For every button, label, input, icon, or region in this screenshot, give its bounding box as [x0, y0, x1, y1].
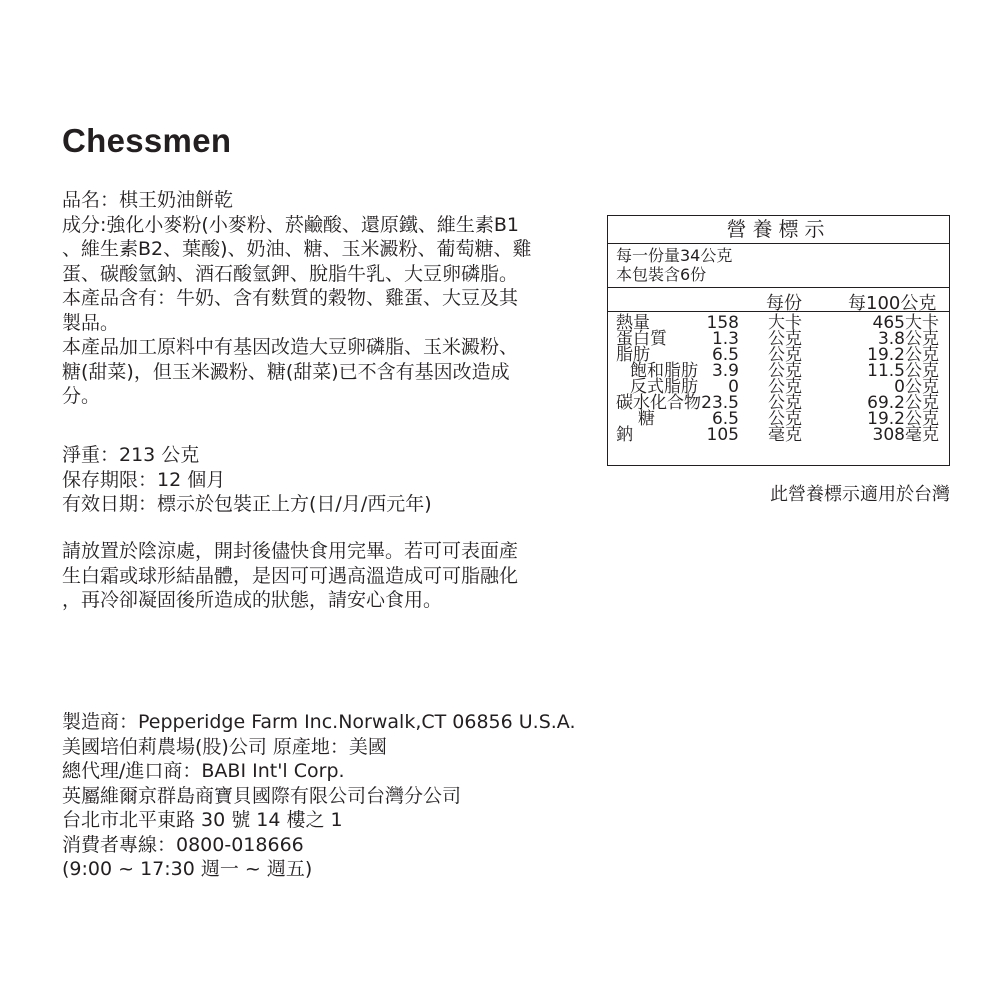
per-serving-value: 1.3 — [711, 329, 739, 349]
nutrition-title: 營養標示 — [608, 216, 949, 244]
per-serving-value: 105 — [706, 425, 739, 445]
product-info-block — [62, 188, 602, 409]
manufacturer-line: 英屬維爾京群島商寶貝國際有限公司台灣分公司 — [62, 784, 462, 807]
nutrition-header-row — [608, 288, 949, 312]
info-line: 蛋、碳酸氫鈉、酒石酸氫鉀、脫脂牛乳、大豆卵磷脂。 — [62, 262, 519, 285]
nutrient-name: 熱量 — [616, 313, 650, 333]
spec-line: 有效日期：標示於包裝正上方(日/月/西元年) — [62, 493, 432, 515]
per-serving-unit: 公克 — [768, 409, 802, 429]
per-100g-unit: 公克 — [905, 345, 939, 365]
per-100g-unit: 毫克 — [905, 425, 939, 445]
per-100g-unit: 大卡 — [905, 313, 939, 333]
per-serving-value: 6.5 — [711, 409, 739, 429]
per-100g-value: 3.8 — [877, 329, 905, 349]
per-100g-value: 69.2 — [867, 393, 905, 413]
nutrition-note: 此營養標示適用於台灣 — [770, 484, 950, 505]
product-title: Chessmen — [62, 122, 232, 159]
manufacturer-line: 製造商：Pepperidge Farm Inc.Norwalk,CT 06856 U.S.A. — [62, 711, 576, 733]
per-serving-unit: 公克 — [768, 361, 802, 381]
storage-line: 生白霜或球形結晶體，是因可可遇高溫造成可可脂融化 — [62, 564, 519, 587]
spec-line: 淨重：213 公克 — [62, 444, 200, 466]
manufacturer-line: 美國培伯莉農場(股)公司 原產地：美國 — [62, 735, 387, 758]
per-100g-value: 19.2 — [867, 409, 905, 429]
info-line: 品名：棋王奶油餅乾 — [62, 189, 234, 211]
manufacturer-line: 消費者專線：0800-018666 — [62, 833, 304, 856]
manufacturer-line: 總代理/進口商：BABI Int'l Corp. — [62, 760, 345, 782]
per-serving-value: 6.5 — [711, 345, 739, 365]
per-100g-unit: 公克 — [905, 361, 939, 381]
per-serving-value: 3.9 — [711, 361, 739, 381]
nutrition-row — [608, 427, 949, 443]
storage-line: 請放置於陰涼處，開封後儘快食用完畢。若可可表面產 — [62, 540, 519, 562]
manufacturer-line: (9:00 ~ 17:30 週一 ~ 週五) — [62, 858, 313, 880]
nutrient-name: 飽和脂肪 — [630, 361, 698, 381]
info-line: 糖(甜菜)，但玉米澱粉、糖(甜菜)已不含有基因改造成 — [62, 360, 510, 383]
manufacturer-block — [62, 710, 602, 882]
per-serving-unit: 公克 — [768, 393, 802, 413]
col-per-100g: 每100公克 — [848, 293, 937, 314]
info-line: 成分:強化小麥粉(小麥粉、菸鹼酸、還原鐵、維生素B1 — [62, 213, 519, 236]
storage-note-block — [62, 539, 602, 613]
per-100g-unit: 公克 — [905, 377, 939, 397]
per-100g-value: 308 — [872, 425, 905, 445]
nutrition-serving-info — [608, 244, 949, 288]
product-specs-block — [62, 443, 602, 517]
per-serving-value: 158 — [706, 313, 739, 333]
per-100g-value: 465 — [872, 313, 905, 333]
nutrition-facts-table — [607, 215, 950, 466]
per-serving-value: 0 — [728, 377, 739, 397]
per-100g-value: 19.2 — [867, 345, 905, 365]
spec-line: 保存期限：12 個月 — [62, 468, 226, 491]
storage-line: ，再冷卻凝固後所造成的狀態，請安心食用。 — [62, 589, 443, 611]
per-100g-unit: 公克 — [905, 393, 939, 413]
manufacturer-line: 台北市北平東路 30 號 14 樓之 1 — [62, 809, 343, 831]
per-serving-unit: 大卡 — [768, 313, 802, 333]
info-line: 本產品加工原料中有基因改造大豆卵磷脂、玉米澱粉、 — [62, 336, 519, 358]
nutrient-name: 脂肪 — [616, 345, 650, 365]
per-serving-unit: 毫克 — [768, 425, 802, 445]
per-serving-value: 23.5 — [701, 393, 739, 413]
per-serving-unit: 公克 — [768, 345, 802, 365]
info-line: 分。 — [62, 385, 101, 407]
nutrient-name: 碳水化合物 — [616, 393, 701, 413]
nutrient-name: 反式脂肪 — [630, 377, 698, 397]
per-100g-unit: 公克 — [905, 329, 939, 349]
per-100g-unit: 公克 — [905, 409, 939, 429]
per-100g-value: 11.5 — [867, 361, 905, 381]
nutrient-name: 糖 — [638, 409, 655, 429]
per-serving-unit: 公克 — [768, 329, 802, 349]
info-line: 、維生素B2、葉酸)、奶油、糖、玉米澱粉、葡萄糖、雞 — [62, 238, 532, 260]
info-line: 本產品含有：牛奶、含有麩質的穀物、雞蛋、大豆及其 — [62, 287, 519, 309]
info-line: 製品。 — [62, 311, 120, 334]
nutrient-name: 蛋白質 — [616, 329, 667, 349]
nutrition-rows — [608, 312, 949, 443]
nutrient-name: 鈉 — [616, 425, 633, 445]
servings-per-package: 本包裝含6份 — [616, 265, 707, 284]
per-serving-unit: 公克 — [768, 377, 802, 397]
per-100g-value: 0 — [894, 377, 905, 397]
col-per-serving: 每份 — [766, 293, 802, 314]
serving-size: 每一份量34公克 — [616, 246, 733, 265]
